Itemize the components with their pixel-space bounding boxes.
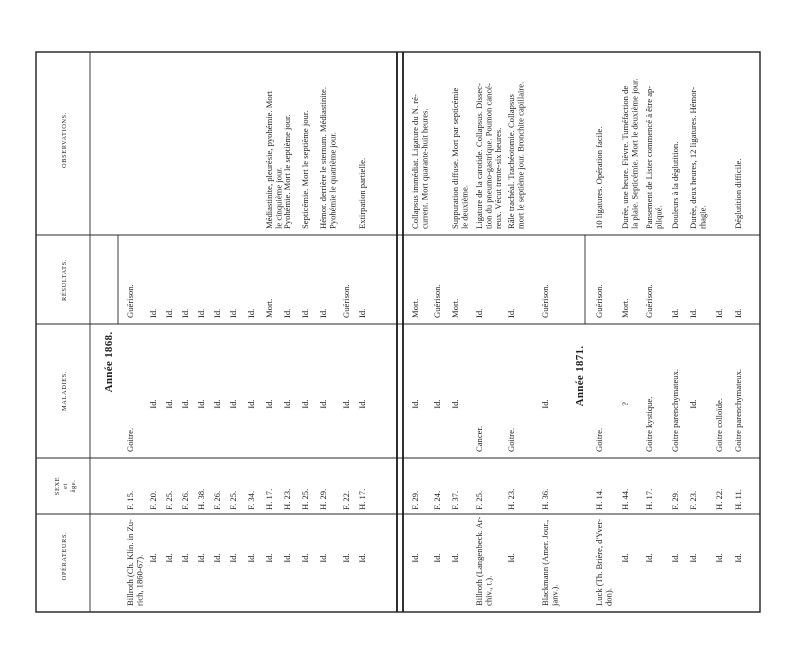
- disease-cell: Goitre colloïde.: [714, 398, 724, 452]
- operator-cell: don).: [603, 588, 614, 606]
- observation-cell: Pansement de Lister commencé à être ap-: [644, 85, 654, 229]
- disease-cell: Id.: [300, 399, 310, 409]
- operator-cell: Billroth (Langenbeck. Ar-: [474, 516, 484, 606]
- operator-cell: Id.: [180, 553, 190, 563]
- operator-cell: Id.: [196, 553, 206, 563]
- observation-cell: la plaie. Septicémie. Mort le deuxième jour.: [629, 78, 640, 229]
- disease-cell: Id.: [180, 399, 190, 409]
- header-sex-age-1: SEXE: [54, 476, 61, 496]
- sex-age-cell: F. 37.: [450, 490, 460, 510]
- observation-cell: Durée, une heure. Fièvre. Tuméfaction de: [620, 85, 630, 229]
- disease-cell: Id.: [246, 399, 256, 409]
- observation-cell: pliqué.: [653, 205, 664, 229]
- sex-age-cell: H. 23.: [506, 488, 516, 510]
- sex-age-cell: F. 25.: [474, 490, 484, 510]
- observation-cell: 10 ligatures. Opération facile.: [594, 126, 604, 229]
- result-cell: Id.: [318, 308, 328, 318]
- result-cell: Guérison.: [125, 284, 135, 318]
- result-cell: Id.: [300, 308, 310, 318]
- sex-age-cell: H. 44.: [620, 488, 630, 510]
- observation-cell: Suppuration diffuse. Mort par septicémie: [450, 87, 460, 229]
- operator-cell: Id.: [341, 553, 351, 563]
- disease-cell: Goitre.: [506, 427, 516, 452]
- header-observations: OBSERVATIONS.: [61, 112, 68, 168]
- result-cell: Id.: [357, 308, 367, 318]
- disease-cell: Id.: [164, 399, 174, 409]
- disease-cell: Goitre.: [125, 427, 135, 452]
- operator-cell: Id.: [620, 553, 630, 563]
- sex-age-cell: F. 26.: [180, 490, 190, 510]
- result-cell: Guérison.: [594, 284, 604, 318]
- disease-cell: Id.: [341, 399, 351, 409]
- year-1868-label: Année 1868.: [103, 331, 115, 393]
- operator-cell: Id.: [148, 553, 158, 563]
- observation-cell: Déglutition difficile.: [733, 158, 743, 229]
- header-sex-age-3: âge.: [70, 479, 77, 493]
- observation-cell: Collapsus immédiat. Ligature du N. ré-: [410, 94, 420, 229]
- disease-cell: Id.: [540, 399, 550, 409]
- operator-cell: janv.).: [549, 584, 560, 606]
- operator-cell: Billroth (Ch. Klin. in Zu-: [125, 519, 135, 606]
- observation-cell: Douleurs à la déglutition.: [670, 141, 680, 229]
- disease-cell: Id.: [688, 399, 698, 409]
- sex-age-cell: H. 38.: [196, 488, 206, 510]
- operator-cell: Id.: [282, 553, 292, 563]
- observation-cell: Râle trachéal. Trachéotomie. Collapsus: [506, 94, 516, 229]
- disease-cell: Id.: [282, 399, 292, 409]
- disease-cell: Id.: [264, 399, 274, 409]
- sex-age-cell: F. 34.: [246, 490, 256, 510]
- operator-cell: Id.: [450, 553, 460, 563]
- operator-cell: Blackmann (Amer. Jour.,: [540, 519, 550, 606]
- operator-cell: Id.: [318, 553, 328, 563]
- operator-cell: rich, 1860-67).: [134, 554, 145, 606]
- result-cell: Guérison.: [644, 284, 654, 318]
- operator-cell: Id.: [733, 553, 743, 563]
- operator-cell: Id.: [228, 553, 238, 563]
- observation-cell: le deuxième.: [459, 185, 470, 229]
- sex-age-cell: H. 29.: [318, 488, 328, 510]
- operator-cell: Id.: [410, 553, 420, 563]
- sex-age-cell: H. 17.: [644, 488, 654, 510]
- operator-cell: chiv., t.).: [483, 575, 494, 606]
- operator-cell: Id.: [688, 553, 698, 563]
- operator-cell: Id.: [300, 553, 310, 563]
- disease-cell: Goitre parenchymateux.: [670, 368, 680, 452]
- result-cell: Id.: [474, 308, 484, 318]
- observation-cell: Durée, deux heures, 12 ligatures. Hémor-: [688, 86, 698, 229]
- result-cell: Id.: [246, 308, 256, 318]
- sex-age-cell: F. 20.: [148, 490, 158, 510]
- sex-age-cell: H. 17.: [264, 488, 274, 510]
- disease-cell: Goitre.: [594, 427, 604, 452]
- sex-age-cell: F. 22.: [341, 490, 351, 510]
- disease-cell: Cancer.: [474, 425, 484, 452]
- disease-cell: ?: [620, 402, 630, 406]
- sex-age-cell: F. 29.: [410, 490, 420, 510]
- sex-age-cell: F. 25.: [228, 490, 238, 510]
- result-cell: Mort.: [450, 298, 460, 318]
- observation-cell: current. Mort quarante-huit heures.: [419, 108, 430, 229]
- result-cell: Id.: [506, 308, 516, 318]
- sex-age-cell: F. 25.: [164, 490, 174, 510]
- disease-cell: Id.: [196, 399, 206, 409]
- disease-cell: Goitre parenchymateux.: [733, 368, 743, 452]
- result-cell: Mort.: [620, 298, 630, 318]
- operator-cell: Id.: [246, 553, 256, 563]
- observation-cell: Hémor. derrière le sternum. Médiastinite.: [318, 87, 328, 229]
- observation-cell: reux. Vécut trente-six heures.: [492, 127, 503, 229]
- sex-age-cell: F. 24.: [432, 490, 442, 510]
- operator-cell: Id.: [670, 553, 680, 563]
- result-cell: Id.: [164, 308, 174, 318]
- sex-age-cell: F. 23.: [688, 490, 698, 510]
- sex-age-cell: F. 29.: [670, 490, 680, 510]
- observation-cell: Septicémie. Mort le septième jour.: [300, 110, 310, 229]
- observation-cell: Médiastinite, pleurésie, pyohémie. Mort: [264, 91, 274, 229]
- operator-cell: Id.: [357, 553, 367, 563]
- sex-age-cell: H. 22.: [714, 488, 724, 510]
- operator-cell: Id.: [164, 553, 174, 563]
- result-cell: Guérison.: [341, 284, 351, 318]
- sex-age-cell: H. 23.: [282, 488, 292, 510]
- result-cell: Id.: [733, 308, 743, 318]
- observation-cell: mort le septième jour. Bronchite capillaire.: [515, 81, 526, 229]
- result-cell: Id.: [282, 308, 292, 318]
- operator-cell: Id.: [714, 553, 724, 563]
- result-cell: Id.: [688, 308, 698, 318]
- result-cell: Id.: [180, 308, 190, 318]
- observation-cell: rhagie.: [697, 205, 708, 229]
- result-cell: Id.: [714, 308, 724, 318]
- operator-cell: Id.: [432, 553, 442, 563]
- result-cell: Guérison.: [432, 284, 442, 318]
- result-cell: Id.: [670, 308, 680, 318]
- disease-cell: Goitre kystique.: [644, 396, 654, 452]
- result-cell: Id.: [196, 308, 206, 318]
- operator-cell: Id.: [264, 553, 274, 563]
- observation-cell: Extirpation partielle.: [357, 157, 367, 229]
- disease-cell: Id.: [450, 399, 460, 409]
- disease-cell: Id.: [212, 399, 222, 409]
- disease-cell: Id.: [228, 399, 238, 409]
- result-cell: Mort.: [264, 298, 274, 318]
- disease-cell: Id.: [148, 399, 158, 409]
- sex-age-cell: F. 15.: [125, 490, 135, 510]
- observation-cell: Ligature de la carotide. Collapsus. Dissec-: [474, 83, 484, 229]
- operator-cell: Id.: [506, 553, 516, 563]
- disease-cell: Id.: [432, 399, 442, 409]
- result-cell: Id.: [212, 308, 222, 318]
- sex-age-cell: H. 14.: [594, 488, 604, 510]
- observation-cell: Pyohémie. Mort le septième jour.: [282, 114, 292, 229]
- operator-cell: Luck (Th. Brière, d'Yver-: [594, 518, 604, 606]
- sex-age-cell: H. 25.: [300, 488, 310, 510]
- disease-cell: Id.: [357, 399, 367, 409]
- disease-cell: Id.: [410, 399, 420, 409]
- observation-cell: tion du pneumo-gastrique. Poumon cancé-: [483, 83, 494, 229]
- sex-age-cell: F. 26.: [212, 490, 222, 510]
- header-operators: OPÉRATEURS.: [61, 531, 68, 581]
- operator-cell: Id.: [644, 553, 654, 563]
- operator-cell: Id.: [212, 553, 222, 563]
- sex-age-cell: H. 11.: [733, 489, 743, 510]
- result-cell: Id.: [228, 308, 238, 318]
- sex-age-cell: H. 36.: [540, 488, 550, 510]
- result-cell: Mort.: [410, 298, 420, 318]
- header-results: RÉSULTATS.: [61, 258, 68, 302]
- result-cell: Guérison.: [540, 284, 550, 318]
- result-cell: Id.: [148, 308, 158, 318]
- observation-cell: Pyohémie le quatrième jour.: [327, 132, 338, 229]
- disease-cell: Id.: [318, 399, 328, 409]
- sex-age-cell: H. 17.: [357, 488, 367, 510]
- header-sex-age-2: et: [62, 483, 69, 489]
- header-maladies: MALADIES.: [61, 370, 68, 412]
- year-1871-label: Année 1871.: [574, 345, 586, 407]
- observation-cell: le cinquième jour.: [273, 167, 284, 229]
